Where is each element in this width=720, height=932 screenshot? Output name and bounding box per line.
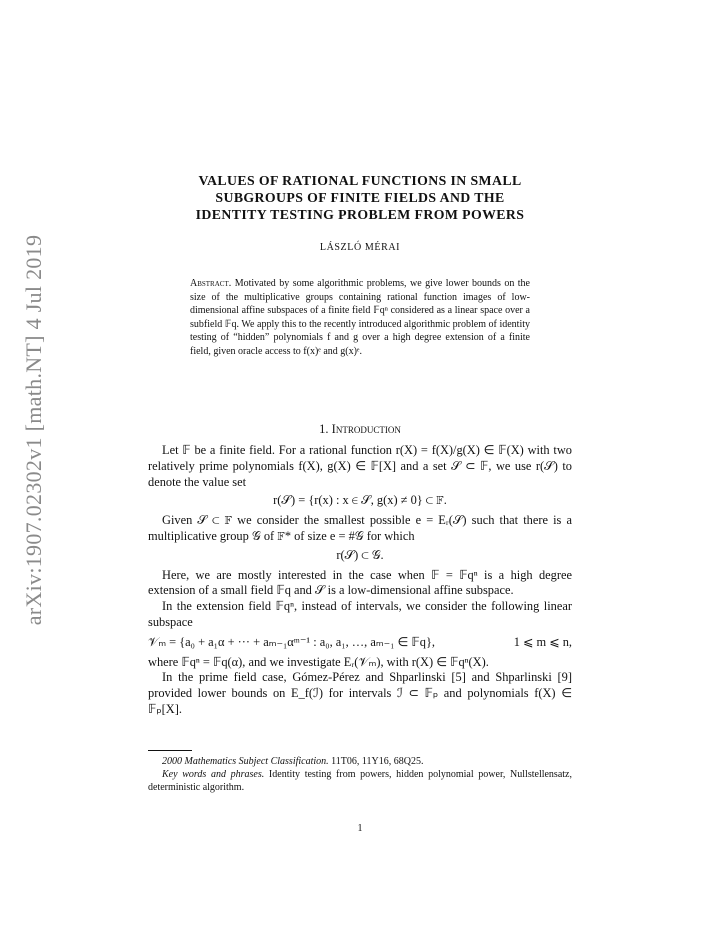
section-title: Introduction bbox=[331, 422, 401, 436]
author-name: LÁSZLÓ MÉRAI bbox=[319, 242, 401, 253]
equation-subspace-right: 1 ⩽ m ⩽ n, bbox=[513, 634, 572, 649]
paper-title bbox=[148, 172, 572, 223]
paragraph-3: Here, we are mostly interested in the case when 𝔽 = 𝔽qⁿ is a high degree extension of a small field 𝔽q and 𝒮 is a low-dimensional affine subspace. bbox=[148, 567, 572, 598]
footnote-msc-value: 11T06, 11Y16, 68Q25. bbox=[331, 756, 424, 767]
paragraph-5: where 𝔽qⁿ = 𝔽q(α), and we investigate Eᵣ(𝒱ₘ), with r(X) ∈ 𝔽qⁿ(X). bbox=[148, 654, 489, 669]
footnote-keywords-value: Identity testing from powers, hidden polynomial power, Nullstellensatz, deterministic algorithm. bbox=[148, 769, 572, 794]
abstract bbox=[190, 277, 530, 359]
title-line-3: IDENTITY TESTING PROBLEM FROM POWERS bbox=[195, 207, 525, 222]
footnote-divider bbox=[148, 750, 192, 751]
footnote-keywords bbox=[148, 768, 572, 794]
abstract-text: Motivated by some algorithmic problems, we give lower bounds on the size of the multiplicative groups containing rational function images of low-dimensional affine subspaces of a finite field 𝔽qⁿ considered as a linear space over a subfield 𝔽q. We apply this to the recently introduced algorithmic problem of identity testing of “hidden” polynomials f and g over a high degree extension of a finite field, given oracle access to f(x)ᵉ and g(x)ᵉ. bbox=[190, 278, 530, 357]
page-number: 1 bbox=[357, 823, 363, 834]
footnote-keywords-label: Key words and phrases. bbox=[162, 769, 265, 781]
abstract-heading: Abstract. bbox=[190, 278, 232, 289]
section-heading bbox=[148, 422, 572, 437]
paragraph-1: Let 𝔽 be a finite field. For a rational function r(X) = f(X)/g(X) ∈ 𝔽(X) with two relatively prime polynomials f(X), g(X) ∈ 𝔽[X] and a set 𝒮 ⊂ 𝔽, we use r(𝒮) to denote the value set bbox=[148, 443, 572, 489]
footnote-msc bbox=[148, 755, 572, 768]
arxiv-sidebar-stamp bbox=[16, 220, 52, 640]
title-line-1: VALUES OF RATIONAL FUNCTIONS IN SMALL bbox=[198, 173, 522, 188]
equation-subgroup: r(𝒮) ⊂ 𝒢. bbox=[336, 547, 384, 562]
paragraph-6: In the prime field case, Gómez-Pérez and Shparlinski [5] and Shparlinski [9] provided lower bounds on E_f(ℐ) for intervals ℐ ⊂ 𝔽ₚ and polynomials f(X) ∈ 𝔽ₚ[X]. bbox=[148, 670, 572, 716]
equation-subspace-left: 𝒱ₘ = {a₀ + a₁α + ··· + aₘ₋₁αᵐ⁻¹ : a₀, a₁, …, aₘ₋₁ ∈ 𝔽q}, bbox=[148, 634, 436, 649]
paragraph-4: In the extension field 𝔽qⁿ, instead of intervals, we consider the following linear subspace bbox=[148, 599, 572, 629]
paragraph-2: Given 𝒮 ⊂ 𝔽 we consider the smallest possible e = Eᵣ(𝒮) such that there is a multiplicative group 𝒢 of 𝔽* of size e = #𝒢 for which bbox=[148, 513, 572, 543]
footnote-msc-label: 2000 Mathematics Subject Classification. bbox=[162, 756, 329, 767]
equation-value-set: r(𝒮) = {r(x) : x ∈ 𝒮, g(x) ≠ 0} ⊂ 𝔽. bbox=[273, 493, 447, 508]
title-line-2: SUBGROUPS OF FINITE FIELDS AND THE bbox=[215, 190, 505, 205]
arxiv-identifier: arXiv:1907.02302v1 [math.NT] 4 Jul 2019 bbox=[21, 234, 46, 626]
paper-body bbox=[148, 443, 572, 718]
section-number: 1. bbox=[319, 422, 329, 436]
footnotes bbox=[148, 755, 572, 795]
equation-subspace bbox=[148, 635, 572, 651]
